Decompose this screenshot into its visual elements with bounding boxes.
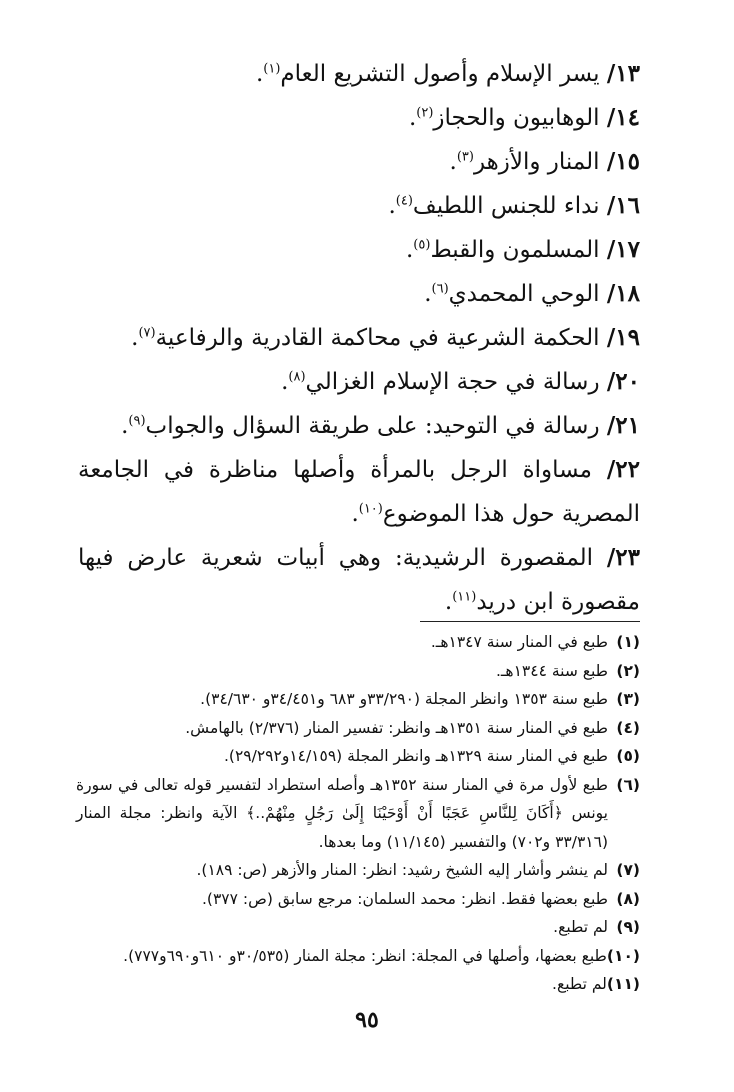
item-number: ٢٢/: [606, 456, 641, 483]
footnote-ref: (١١): [452, 589, 477, 605]
footnote-label: (٨): [616, 889, 640, 908]
footnote-label: (٤): [616, 718, 640, 737]
item-number: ٢٣/: [606, 544, 641, 571]
page-number: ٩٥: [355, 1007, 379, 1033]
item-text: رسالة في التوحيد: على طريقة السؤال والجواب: [145, 413, 600, 439]
footnote: [76, 942, 640, 971]
item-text: الوحي المحمدي: [448, 281, 600, 307]
footnote-ref: (٩): [128, 413, 146, 429]
list-item: [78, 52, 640, 96]
item-end: .: [408, 105, 417, 131]
list-item: [78, 316, 640, 360]
list-item: [78, 140, 640, 184]
footnote-ref: (١): [263, 61, 281, 77]
footnote-label: (٧): [616, 861, 640, 879]
footnote: [76, 685, 640, 714]
footnote: [76, 885, 640, 914]
list-item: [78, 448, 640, 536]
footnote-label: (٣): [616, 690, 640, 708]
item-number: ١٩/: [606, 324, 640, 351]
footnote: [76, 714, 640, 743]
footnote-text: طبع لأول مرة في المنار سنة ١٣٥٢هـ وأصله استطراد لتفسير قوله تعالى في سورة يونس ﴿أَكَانَ لِلنَّاسِ عَجَبًا أَنْ أَوْحَيْنَا إِلَىٰ رَجُلٍ مِنْهُمْ..﴾ الآية وانظر: مجلة المنار (٣٣/٣١٦ و٧٠٢) والتفسير (١١/١٤٥) وما بعدها.: [76, 775, 608, 851]
item-number: ١٣/: [606, 60, 640, 87]
footnote: [76, 628, 640, 657]
footnote-ref: (٧): [138, 325, 156, 341]
list-item: [78, 536, 640, 624]
item-text: مساواة الرجل بالمرأة وأصلها مناظرة في الجامعة المصرية حول هذا الموضوع: [78, 457, 640, 527]
footnotes: [76, 628, 640, 999]
footnote-text: لم تطبع.: [552, 975, 607, 993]
item-text: الوهابيون والحجاز: [433, 105, 600, 131]
item-text: نداء للجنس اللطيف: [412, 193, 600, 219]
item-number: ١٤/: [606, 104, 640, 131]
footnote-label: (١١): [606, 975, 640, 993]
list-item: [78, 228, 640, 272]
footnote: [76, 657, 640, 686]
footnote-text: لم ينشر وأشار إليه الشيخ رشيد: انظر: المنار والأزهر (ص: ١٨٩).: [196, 861, 608, 879]
footnote-label: (٩): [616, 918, 640, 936]
list-item: [78, 96, 640, 140]
footnote-text: طبع بعضها فقط. انظر: محمد السلمان: مرجع سابق (ص: ٣٧٧).: [201, 889, 608, 908]
item-text: المنار والأزهر: [473, 149, 600, 175]
footnote: [76, 970, 640, 999]
item-text: رسالة في حجة الإسلام الغزالي: [305, 369, 600, 395]
footnote-text: طبع في المنار سنة ١٣٤٧هـ.: [430, 633, 608, 651]
item-text: المقصورة الرشيدية: وهي أبيات شعرية عارض فيها مقصورة ابن دريد: [78, 545, 640, 615]
item-end: .: [121, 413, 129, 439]
footnote-text: طبع في المنار سنة ١٣٢٩هـ وانظر المجلة (١٤/١٥٩و٢٩/٢٩٢).: [223, 747, 608, 765]
footnote-text: طبع سنة ١٣٥٣ وانظر المجلة (٣٣/٢٩٠و ٦٨٣ و٣٤/٤٥١و ٣٤/٦٣٠).: [200, 690, 608, 708]
list-item: [78, 360, 640, 404]
footnote-ref: (٦): [431, 281, 449, 297]
footnote-text: طبع سنة ١٣٤٤هـ.: [495, 661, 608, 680]
item-end: .: [255, 61, 264, 87]
footnote: [76, 913, 640, 942]
item-end: .: [424, 281, 432, 307]
item-number: ١٦/: [606, 192, 640, 219]
numbered-list: [78, 52, 640, 624]
item-number: ١٨/: [606, 280, 640, 307]
footnote: [76, 856, 640, 885]
item-end: .: [351, 501, 359, 527]
list-item: [78, 404, 640, 448]
footnote: [76, 771, 640, 857]
item-text: الحكمة الشرعية في محاكمة القادرية والرفاعية: [155, 325, 600, 351]
footnote-text: طبع بعضها، وأصلها في المجلة: انظر: مجلة المنار (٣٠/٥٣٥و ٦١٠و٦٩٠و٧٧٧).: [123, 946, 607, 965]
footnote-label: (١٠): [606, 946, 640, 965]
footnote-label: (٥): [616, 747, 640, 765]
item-number: ١٧/: [606, 236, 640, 263]
item-number: ١٥/: [606, 148, 640, 175]
footnote: [76, 742, 640, 771]
item-end: .: [444, 589, 453, 615]
item-number: ٢٠/: [606, 368, 640, 395]
footnote-label: (٢): [616, 661, 640, 680]
list-item: [78, 184, 640, 228]
item-end: .: [388, 193, 396, 219]
item-end: .: [131, 325, 139, 351]
footnote-label: (١): [616, 633, 640, 651]
list-item: [78, 272, 640, 316]
item-text: يسر الإسلام وأصول التشريع العام: [280, 61, 600, 87]
footnote-divider: [420, 621, 640, 622]
item-end: .: [405, 237, 414, 263]
footnote-ref: (٥): [413, 237, 431, 253]
footnote-ref: (٢): [416, 105, 434, 121]
footnote-ref: (٤): [395, 193, 413, 209]
item-text: المسلمون والقبط: [430, 237, 600, 263]
footnote-label: (٦): [616, 775, 640, 794]
item-end: .: [281, 369, 289, 395]
footnote-ref: (١٠): [358, 501, 383, 517]
footnote-ref: (٨): [288, 369, 306, 385]
footnote-text: طبع في المنار سنة ١٣٥١هـ وانظر: تفسير المنار (٢/٣٧٦) بالهامش.: [185, 718, 608, 737]
footnote-text: لم تطبع.: [553, 918, 608, 936]
item-end: .: [449, 149, 457, 175]
item-number: ٢١/: [606, 412, 640, 439]
footnote-ref: (٣): [456, 149, 474, 165]
